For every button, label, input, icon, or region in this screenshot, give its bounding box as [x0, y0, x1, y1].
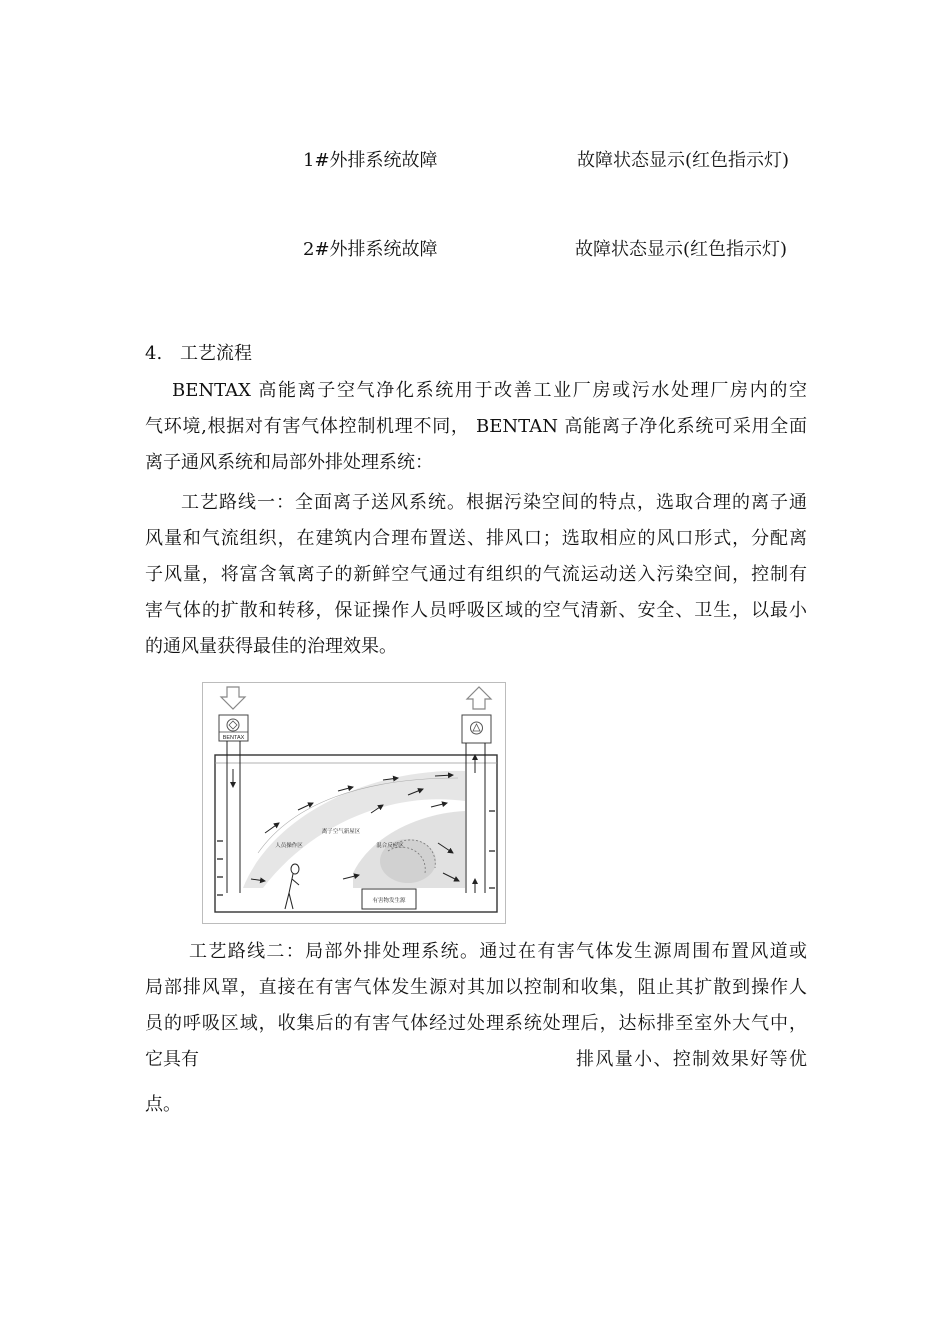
intake-arrow-icon	[221, 687, 245, 709]
paragraph-line: 离子通风系统和局部外排处理系统：	[145, 452, 433, 473]
status-row-1-name: 1#外排系统故障	[303, 150, 438, 171]
status-row-2-name: 2#外排系统故障	[303, 239, 438, 260]
paragraph-line: 工艺路线二：局部外排处理系统。通过在有害气体发生源周围布置风道或	[189, 941, 807, 962]
paragraph-line: 员的呼吸区域，收集后的有害气体经过处理系统处理后，达标排至室外大气中，	[145, 1013, 807, 1034]
paragraph-line: 害气体的扩散和转移，保证操作人员呼吸区域的空气清新、安全、卫生，以最小	[145, 600, 807, 621]
paragraph-tail-left: 它具有	[145, 1049, 199, 1070]
status-row-1-status: 故障状态显示(红色指示灯)	[577, 150, 790, 171]
zone-mixing-label: 混合反应区	[376, 843, 404, 849]
zone-operator-label: 人员操作区	[275, 843, 303, 849]
paragraph-line: 子风量，将富含氧离子的新鲜空气通过有组织的气流运动送入污染空间，控制有	[145, 564, 807, 585]
zone-ion-air-label: 离子空气新屋区	[321, 829, 361, 835]
paragraph-route-one	[145, 485, 807, 665]
paragraph-line: 局部排风罩，直接在有害气体发生源对其加以控制和收集，阻止其扩散到操作人	[145, 977, 807, 998]
paragraph-line: 工艺路线一：全面离子送风系统。根据污染空间的特点，选取合理的离子通	[181, 492, 807, 513]
section-title: 工艺流程	[180, 343, 252, 364]
paragraph-line: 的通风量获得最佳的治理效果。	[145, 636, 397, 657]
paragraph-line: BENTAX 高能离子空气净化系统用于改善工业厂房或污水处理厂房内的空	[172, 380, 807, 401]
status-row-2-status: 故障状态显示(红色指示灯)	[575, 239, 788, 260]
paragraph-route-two	[145, 934, 807, 1042]
paragraph-tail-right: 排风量小、控制效果好等优	[576, 1049, 807, 1070]
operator-figure-icon	[285, 864, 299, 909]
airflow-diagram	[202, 682, 506, 924]
section-number: 4.	[145, 343, 163, 364]
paragraph-intro	[145, 373, 807, 481]
hazard-source-label: 有害物发生源	[372, 898, 406, 904]
paragraph-line: 气环境,根据对有害气体控制机理不同， BENTAN 高能离子净化系统可采用全面	[145, 416, 807, 437]
exhaust-arrow-icon	[467, 687, 491, 709]
exhaust-unit	[462, 715, 491, 743]
bentax-label: BENTAX	[222, 735, 245, 741]
paragraph-line: 风量和气流组织，在建筑内合理布置送、排风口；选取相应的风口形式，分配离	[145, 528, 807, 549]
paragraph-tail-last: 点。	[145, 1094, 181, 1115]
